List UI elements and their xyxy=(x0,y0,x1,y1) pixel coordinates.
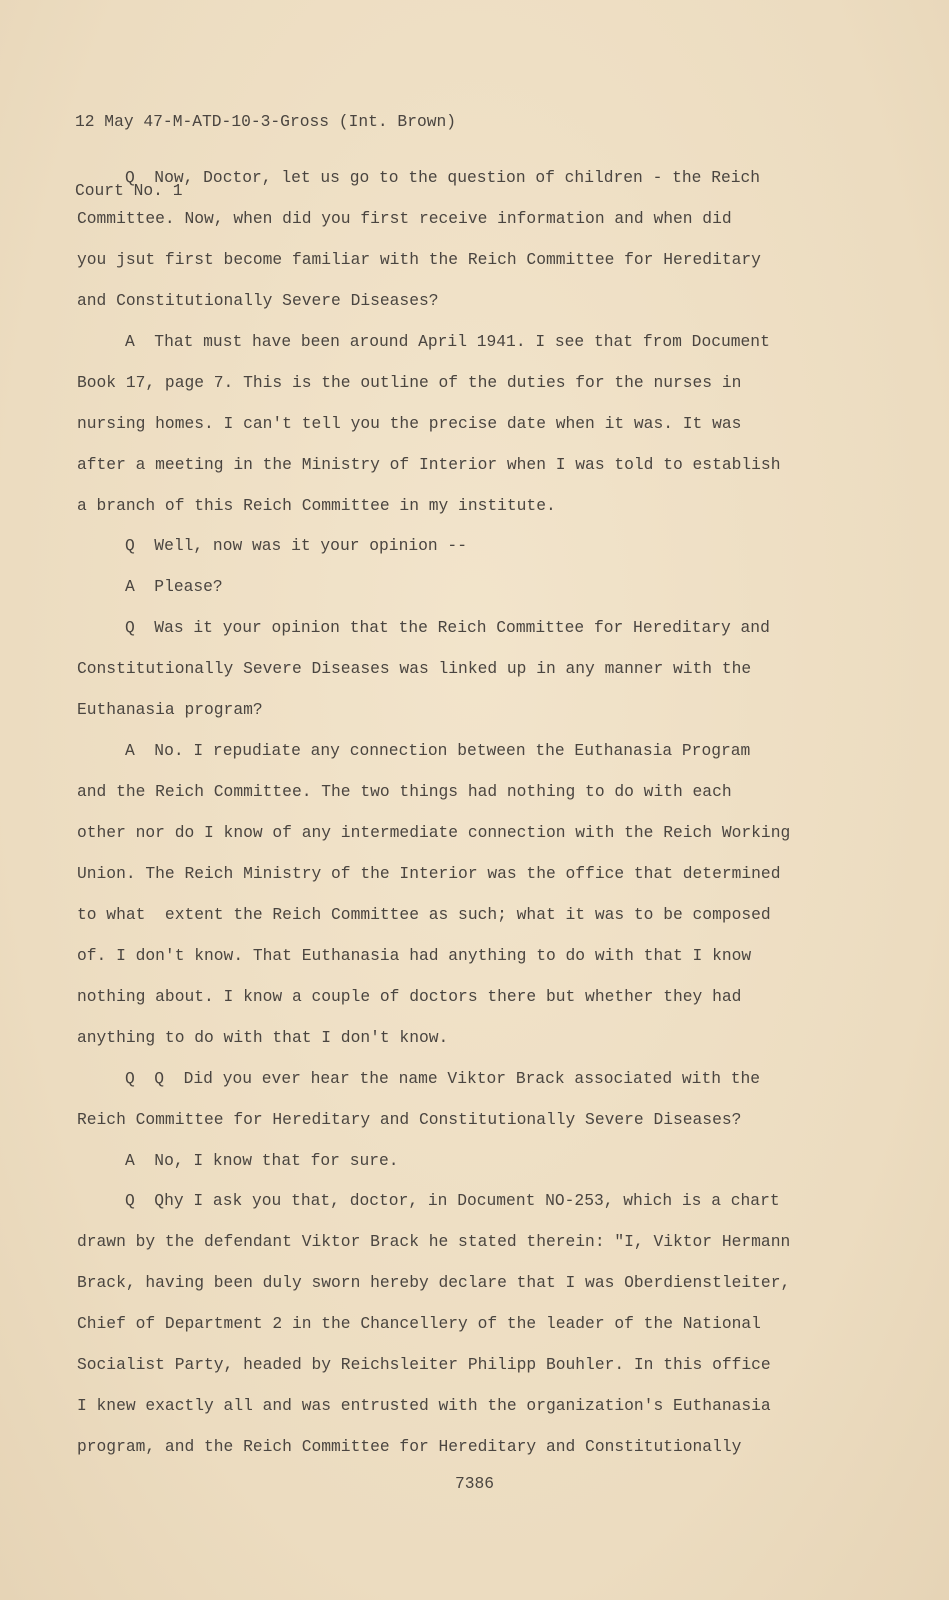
transcript-line: after a meeting in the Ministry of Interior when I was told to establish xyxy=(77,454,781,474)
transcript-line: A No, I know that for sure. xyxy=(125,1150,399,1170)
transcript-line: anything to do with that I don't know. xyxy=(77,1027,449,1047)
transcript-line: Q Well, now was it your opinion -- xyxy=(125,536,467,556)
transcript-line: Socialist Party, headed by Reichsleiter Philipp Bouhler. In this office xyxy=(77,1355,771,1375)
transcript-line: program, and the Reich Committee for Hereditary and Constitutionally xyxy=(77,1437,742,1457)
transcript-line: Constitutionally Severe Diseases was linked up in any manner with the xyxy=(77,659,752,679)
transcript-line: Union. The Reich Ministry of the Interior was the office that determined xyxy=(77,863,781,883)
transcript-line: and the Reich Committee. The two things had nothing to do with each xyxy=(77,782,732,802)
transcript-line: A No. I repudiate any connection between the Euthanasia Program xyxy=(125,741,751,761)
transcript-line: Chief of Department 2 in the Chancellery of the leader of the National xyxy=(77,1314,761,1334)
transcript-line: of. I don't know. That Euthanasia had anything to do with that I know xyxy=(77,945,752,965)
transcript-line: Book 17, page 7. This is the outline of the duties for the nurses in xyxy=(77,372,742,392)
header-court: Court No. 1 xyxy=(75,181,183,200)
transcript-line: Reich Committee for Hereditary and Constitutionally Severe Diseases? xyxy=(77,1109,742,1129)
transcript-line: nothing about. I know a couple of doctors there but whether they had xyxy=(77,986,742,1006)
transcript-line: Q Now, Doctor, let us go to the question of children - the Reich xyxy=(125,168,761,187)
page-number: 7386 xyxy=(454,1474,495,1493)
header-reference: 12 May 47-M-ATD-10-3-Gross (Int. Brown) xyxy=(75,112,457,131)
transcript-line: and Constitutionally Severe Diseases? xyxy=(77,290,439,310)
transcript-line: A That must have been around April 1941. I see that from Document xyxy=(125,331,770,351)
transcript-line: A Please? xyxy=(125,577,223,597)
transcript-line: Euthanasia program? xyxy=(77,700,263,720)
transcript-line: to what extent the Reich Committee as such; what it was to be composed xyxy=(77,904,771,924)
transcript-line: you jsut first become familiar with the Reich Committee for Hereditary xyxy=(77,249,761,269)
transcript-line: Q Qhy I ask you that, doctor, in Document NO-253, which is a chart xyxy=(125,1191,780,1211)
transcript-line: nursing homes. I can't tell you the precise date when it was. It was xyxy=(77,413,742,433)
transcript-line: other nor do I know of any intermediate connection with the Reich Working xyxy=(77,823,791,842)
transcript-line: drawn by the defendant Viktor Brack he stated therein: "I, Viktor Hermann xyxy=(77,1232,791,1252)
transcript-line: Brack, having been duly sworn hereby declare that I was Oberdienstleiter, xyxy=(77,1273,791,1293)
transcript-line: Q Was it your opinion that the Reich Committee for Hereditary and xyxy=(125,618,770,638)
transcript-line: a branch of this Reich Committee in my institute. xyxy=(77,495,556,515)
transcript-line: Committee. Now, when did you first receive information and when did xyxy=(77,208,732,228)
transcript-line: Q Q Did you ever hear the name Viktor Brack associated with the xyxy=(125,1068,761,1088)
transcript-line: I knew exactly all and was entrusted with the organization's Euthanasia xyxy=(77,1396,771,1416)
transcript-body xyxy=(77,168,790,1478)
